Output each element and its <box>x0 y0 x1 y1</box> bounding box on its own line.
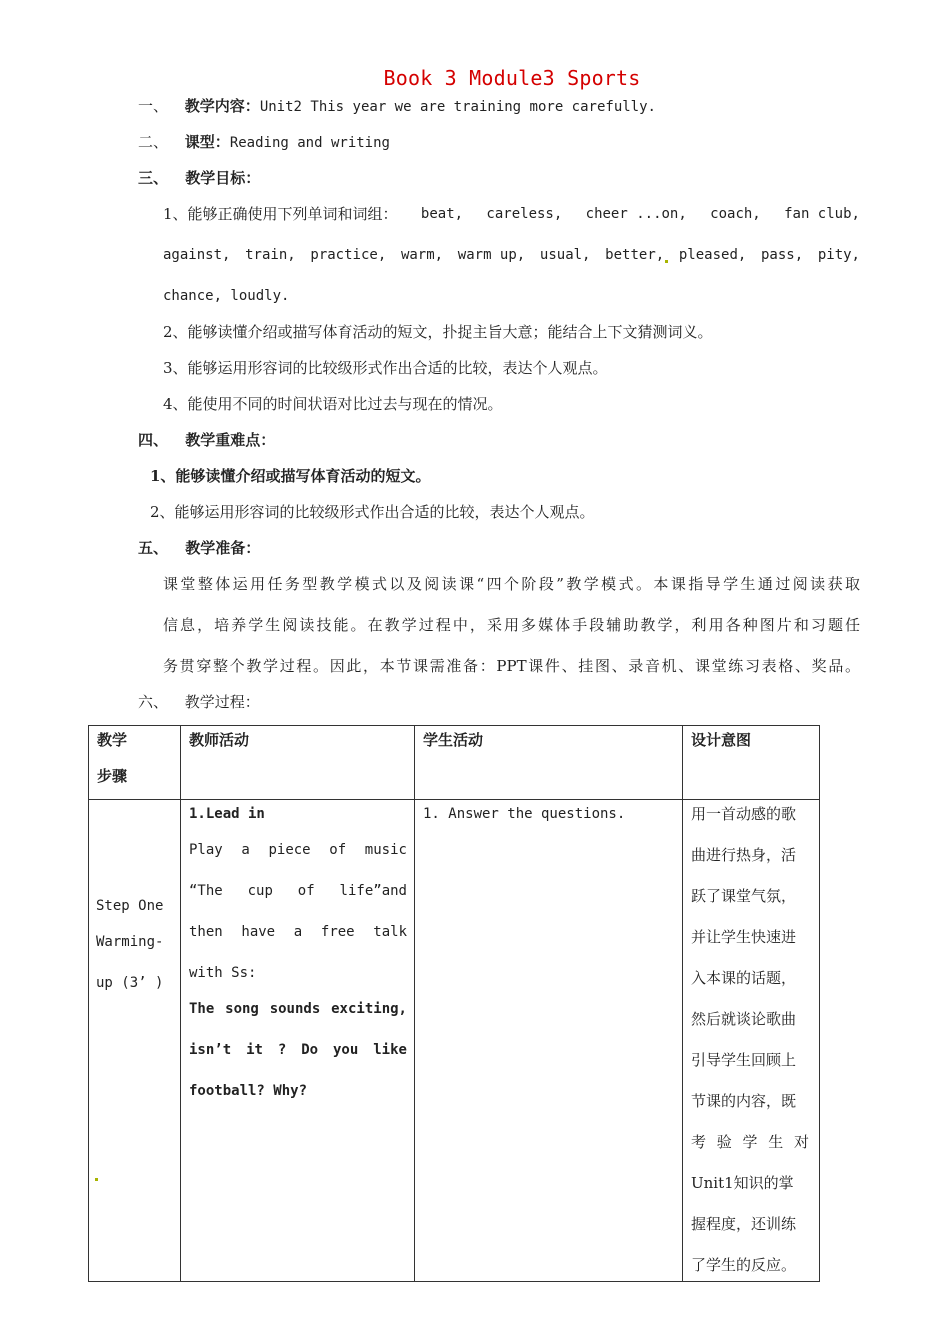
word: exciting, <box>331 1001 407 1017</box>
section-4-num: 四、 <box>138 431 169 449</box>
purpose-line: 入本课的话题， <box>691 969 797 987</box>
goal-word: beat, <box>420 206 464 222</box>
difficulty-1 <box>150 466 430 486</box>
word: it <box>246 1042 263 1058</box>
goal-word: careless, <box>486 206 563 222</box>
header-purpose-text: 设计意图 <box>691 731 752 749</box>
teacher-question-line <box>189 1081 307 1101</box>
teacher-line <box>189 881 407 901</box>
goal-word: warm, <box>400 247 444 263</box>
stray-dot <box>665 260 668 263</box>
teacher-question-line <box>189 1040 407 1060</box>
purpose-line: 考验学生对 <box>691 1133 809 1151</box>
goal-word: pass, <box>761 247 804 263</box>
teacher-activity-title: 1.Lead in <box>189 806 265 822</box>
difficulty-2 <box>150 502 595 522</box>
header-student <box>415 726 683 800</box>
word: Play <box>189 842 223 858</box>
preparation-line-2: 信息，培养学生阅读技能。在教学过程中，采用多媒体手段辅助教学，利用各种图片和习题任 <box>163 616 860 634</box>
step-cell <box>89 800 181 1282</box>
header-step-line-1: 教学 <box>97 731 128 749</box>
goal-1-line-2 <box>163 245 860 265</box>
teacher-question-line <box>189 999 407 1019</box>
section-5-num: 五、 <box>138 539 169 557</box>
goal-1-prefix: 1、能够正确使用下列单词和词组： <box>163 205 398 223</box>
teacher-line <box>189 840 407 860</box>
goal-word: cheer ...on, <box>585 206 687 222</box>
word: football? Why? <box>189 1083 308 1099</box>
goal-word: coach, <box>710 206 761 222</box>
word: a <box>241 842 250 858</box>
section-1-num: 一、 <box>138 97 169 115</box>
word: like <box>373 1042 407 1058</box>
word: sounds <box>269 1001 321 1017</box>
section-3-num: 三、 <box>138 169 169 187</box>
word: song <box>225 1001 259 1017</box>
goal-word: warm up, <box>457 247 526 263</box>
stray-dot <box>95 1178 98 1181</box>
goal-word: against, <box>163 247 231 263</box>
word: free <box>320 924 355 940</box>
purpose-line: 用一首动感的歌 <box>691 805 797 823</box>
header-step <box>89 726 181 800</box>
word: a <box>293 924 303 940</box>
table-row <box>89 800 820 1282</box>
step-line: up (3’ ) <box>96 975 164 991</box>
section-2 <box>138 132 390 153</box>
section-4-label: 教学重难点： <box>185 431 276 449</box>
goal-4: 4、能使用不同的时间状语对比过去与现在的情况。 <box>163 395 503 413</box>
preparation-line-3: 务贯穿整个教学过程。因此，本节课需准备：PPT课件、挂图、录音机、课堂练习表格、奖品。 <box>163 657 860 675</box>
goal-word: practice, <box>310 247 387 263</box>
purpose-cell <box>683 800 820 1282</box>
goal-1-line-3: chance, loudly. <box>163 288 290 304</box>
word: cup <box>247 883 273 899</box>
header-purpose <box>683 726 820 800</box>
purpose-line: 引导学生回顾上 <box>691 1051 797 1069</box>
difficulty-2-text: 2、能够运用形容词的比较级形式作出合适的比较，表达个人观点。 <box>150 503 595 521</box>
purpose-line: 然后就谈论歌曲 <box>691 1010 797 1028</box>
student-activity-text: 1. Answer the questions. <box>423 806 626 822</box>
student-activity-cell <box>415 800 683 1282</box>
word: you <box>333 1042 359 1058</box>
teacher-line <box>189 963 256 983</box>
purpose-line: 了学生的反应。 <box>691 1256 797 1274</box>
word: life”and <box>339 883 407 899</box>
word: isn’t <box>189 1042 232 1058</box>
difficulty-1-text: 1、能够读懂介绍或描写体育活动的短文。 <box>150 467 431 485</box>
goal-word: train, <box>245 247 296 263</box>
word: talk <box>373 924 407 940</box>
teacher-activity-cell <box>181 800 415 1282</box>
section-2-text: Reading and writing <box>229 135 390 151</box>
word: then <box>189 924 223 940</box>
section-3 <box>138 168 260 188</box>
section-5-label: 教学准备： <box>185 539 261 557</box>
goal-2: 2、能够读懂介绍或描写体育活动的短文，扑捉主旨大意；能结合上下文猜测词义。 <box>163 323 713 341</box>
goal-word: pleased, <box>678 247 747 263</box>
section-3-label: 教学目标： <box>185 169 261 187</box>
preparation-line-1: 课堂整体运用任务型教学模式以及阅读课“四个阶段”教学模式。本课指导学生通过阅读获取 <box>163 575 860 593</box>
section-1-label: 教学内容： <box>184 97 260 115</box>
header-step-line-2: 步骤 <box>97 767 128 785</box>
document-title: Book 3 Module3 Sports <box>383 66 641 90</box>
section-1-text: Unit2 This year we are training more carefully. <box>259 99 656 115</box>
word: music <box>364 842 407 858</box>
word: of <box>297 883 315 899</box>
word: of <box>329 842 347 858</box>
word: ? <box>277 1042 287 1058</box>
word: “The <box>189 883 223 899</box>
section-5 <box>138 538 260 558</box>
goal-word: better, <box>605 247 665 263</box>
goal-word: usual, <box>539 247 591 263</box>
word: Do <box>301 1042 319 1058</box>
section-2-num: 二、 <box>138 133 169 151</box>
purpose-line: 节课的内容，既 <box>691 1092 797 1110</box>
goal-word: fan club, <box>784 206 860 222</box>
header-teacher-text: 教师活动 <box>189 731 250 749</box>
purpose-line: 跃了课堂气氛， <box>691 887 797 905</box>
section-6-label: 教学过程： <box>184 693 260 711</box>
goal-1-line-1 <box>163 204 860 224</box>
word: piece <box>268 842 311 858</box>
word: with Ss: <box>189 965 257 981</box>
section-6 <box>138 692 260 712</box>
purpose-line: 曲进行热身，活 <box>691 846 797 864</box>
goal-3: 3、能够运用形容词的比较级形式作出合适的比较，表达个人观点。 <box>163 359 608 377</box>
teacher-line <box>189 922 407 942</box>
section-2-label: 课型： <box>184 133 230 151</box>
step-line: Warming- <box>96 934 164 950</box>
word: The <box>189 1001 215 1017</box>
section-4 <box>138 430 275 450</box>
header-student-text: 学生活动 <box>423 731 484 749</box>
step-line: Step One <box>96 898 164 914</box>
purpose-line: Unit1知识的掌 <box>691 1174 794 1192</box>
section-1 <box>138 96 656 117</box>
purpose-line: 并让学生快速进 <box>691 928 797 946</box>
purpose-line: 握程度，还训练 <box>691 1215 797 1233</box>
word: have <box>241 924 276 940</box>
header-teacher <box>181 726 415 800</box>
table-header-row <box>89 726 820 800</box>
goal-word: pity, <box>817 247 860 263</box>
process-table <box>88 725 820 1282</box>
section-6-num: 六、 <box>138 693 169 711</box>
